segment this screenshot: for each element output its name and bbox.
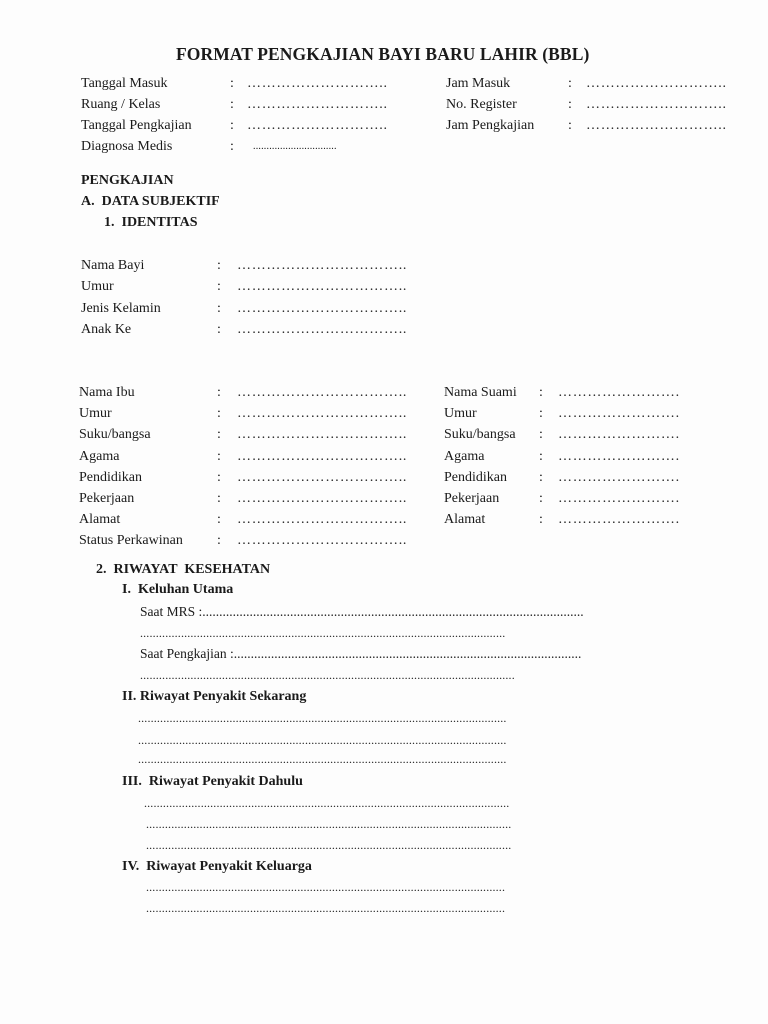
- field-colon: :: [230, 76, 234, 91]
- field-label: Diagnosa Medis: [81, 139, 173, 154]
- field-blank[interactable]: ………………………..: [586, 97, 727, 112]
- field-label: Pendidikan: [79, 470, 142, 485]
- riwayat-penyakit-dahulu-heading: III. Riwayat Penyakit Dahulu: [122, 774, 303, 789]
- section-pengkajian-heading: PENGKAJIAN: [81, 173, 174, 188]
- riwayat-penyakit-sekarang-heading: II. Riwayat Penyakit Sekarang: [122, 689, 307, 704]
- field-label: Nama Ibu: [79, 385, 135, 400]
- field-colon: :: [217, 533, 221, 548]
- rpk-line[interactable]: ..................................................................................................................: [146, 901, 506, 915]
- field-blank[interactable]: ………………………..: [247, 76, 388, 91]
- section-data-subjektif-heading: A. DATA SUBJEKTIF: [81, 194, 220, 209]
- field-label: Tanggal Pengkajian: [81, 118, 192, 133]
- field-colon: :: [217, 491, 221, 506]
- field-colon: :: [539, 406, 543, 421]
- field-blank[interactable]: ……………………………..: [237, 279, 408, 294]
- field-blank[interactable]: ……………………………..: [237, 449, 408, 464]
- field-colon: :: [539, 470, 543, 485]
- field-colon: :: [217, 470, 221, 485]
- rpd-line[interactable]: ....................................................................................................................: [146, 817, 512, 831]
- field-label: Pekerjaan: [79, 491, 135, 506]
- saat-pengkajian-continuation-line[interactable]: .......................................................................................................................: [140, 668, 515, 682]
- saat-pengkajian-line[interactable]: Saat Pengkajian :.......................................................................................................: [140, 646, 582, 661]
- field-colon: :: [539, 491, 543, 506]
- field-blank[interactable]: ………………………..: [586, 118, 727, 133]
- field-label: Alamat: [444, 512, 486, 527]
- field-label: Alamat: [79, 512, 121, 527]
- field-colon: :: [230, 118, 234, 133]
- field-blank[interactable]: ……………………………..: [237, 470, 408, 485]
- field-blank[interactable]: ……………………………..: [237, 533, 408, 548]
- field-blank[interactable]: ………………………..: [247, 97, 388, 112]
- riwayat-penyakit-keluarga-heading: IV. Riwayat Penyakit Keluarga: [122, 859, 312, 874]
- field-colon: :: [539, 427, 543, 442]
- field-label: No. Register: [446, 97, 517, 112]
- field-label: Umur: [444, 406, 477, 421]
- field-label: Tanggal Masuk: [81, 76, 168, 91]
- field-colon: :: [230, 97, 234, 112]
- field-blank[interactable]: …………………….: [558, 512, 680, 527]
- field-blank[interactable]: …………………….: [558, 385, 680, 400]
- keluhan-utama-heading: I. Keluhan Utama: [122, 582, 234, 597]
- field-blank[interactable]: ……………………………..: [237, 322, 408, 337]
- field-label: Suku/bangsa: [79, 427, 151, 442]
- field-label: Pekerjaan: [444, 491, 500, 506]
- field-colon: :: [539, 449, 543, 464]
- field-blank[interactable]: ……………………………..: [237, 406, 408, 421]
- field-label: Umur: [79, 406, 112, 421]
- field-blank[interactable]: …………………….: [558, 491, 680, 506]
- form-title: FORMAT PENGKAJIAN BAYI BARU LAHIR (BBL): [176, 44, 590, 64]
- field-colon: :: [217, 512, 221, 527]
- rpk-line[interactable]: ..................................................................................................................: [146, 880, 506, 894]
- field-blank[interactable]: ……………………………..: [237, 301, 408, 316]
- rpd-line[interactable]: ....................................................................................................................: [144, 796, 510, 810]
- field-blank[interactable]: ……………………………..: [237, 427, 408, 442]
- field-colon: :: [568, 118, 572, 133]
- field-label: Jam Pengkajian: [446, 118, 535, 133]
- field-label: Pendidikan: [444, 470, 507, 485]
- field-label: Jenis Kelamin: [81, 301, 161, 316]
- saat-mrs-continuation-line[interactable]: ....................................................................................................................: [140, 626, 506, 640]
- field-label: Status Perkawinan: [79, 533, 183, 548]
- field-colon: :: [539, 385, 543, 400]
- field-label: Anak Ke: [81, 322, 132, 337]
- rps-line[interactable]: .....................................................................................................................: [138, 711, 507, 725]
- field-colon: :: [217, 406, 221, 421]
- section-identitas-heading: 1. IDENTITAS: [104, 215, 198, 230]
- field-label: Nama Suami: [444, 385, 517, 400]
- field-label: Agama: [444, 449, 485, 464]
- field-label: Agama: [79, 449, 120, 464]
- field-colon: :: [217, 322, 221, 337]
- field-blank[interactable]: …………………….: [558, 427, 680, 442]
- saat-mrs-line[interactable]: Saat MRS :.................................................................................................................: [140, 604, 584, 619]
- field-label: Umur: [81, 279, 114, 294]
- field-blank[interactable]: ……………………………..: [237, 258, 408, 273]
- field-label: Jam Masuk: [446, 76, 511, 91]
- field-colon: :: [568, 76, 572, 91]
- rps-line[interactable]: .....................................................................................................................: [138, 752, 507, 766]
- field-colon: :: [230, 139, 234, 154]
- field-blank[interactable]: …………………….: [558, 470, 680, 485]
- field-colon: :: [217, 385, 221, 400]
- field-blank[interactable]: …………………….: [558, 406, 680, 421]
- field-blank[interactable]: ………………………..: [586, 76, 727, 91]
- field-colon: :: [217, 427, 221, 442]
- rps-line[interactable]: .....................................................................................................................: [138, 733, 507, 747]
- field-colon: :: [217, 279, 221, 294]
- section-riwayat-kesehatan-heading: 2. RIWAYAT KESEHATAN: [96, 562, 271, 577]
- field-label: Suku/bangsa: [444, 427, 516, 442]
- field-blank[interactable]: ……………………………..: [237, 512, 408, 527]
- field-blank[interactable]: ……………………………..: [237, 491, 408, 506]
- field-blank[interactable]: ……………………………..: [237, 385, 408, 400]
- field-colon: :: [217, 301, 221, 316]
- field-label: Ruang / Kelas: [81, 97, 161, 112]
- field-blank[interactable]: …………………….: [558, 449, 680, 464]
- field-colon: :: [217, 258, 221, 273]
- field-colon: :: [539, 512, 543, 527]
- field-colon: :: [568, 97, 572, 112]
- field-blank[interactable]: ………………………..: [247, 118, 388, 133]
- rpd-line[interactable]: ....................................................................................................................: [146, 838, 512, 852]
- field-label: Nama Bayi: [81, 258, 145, 273]
- field-colon: :: [217, 449, 221, 464]
- field-blank[interactable]: ...............................: [253, 141, 337, 152]
